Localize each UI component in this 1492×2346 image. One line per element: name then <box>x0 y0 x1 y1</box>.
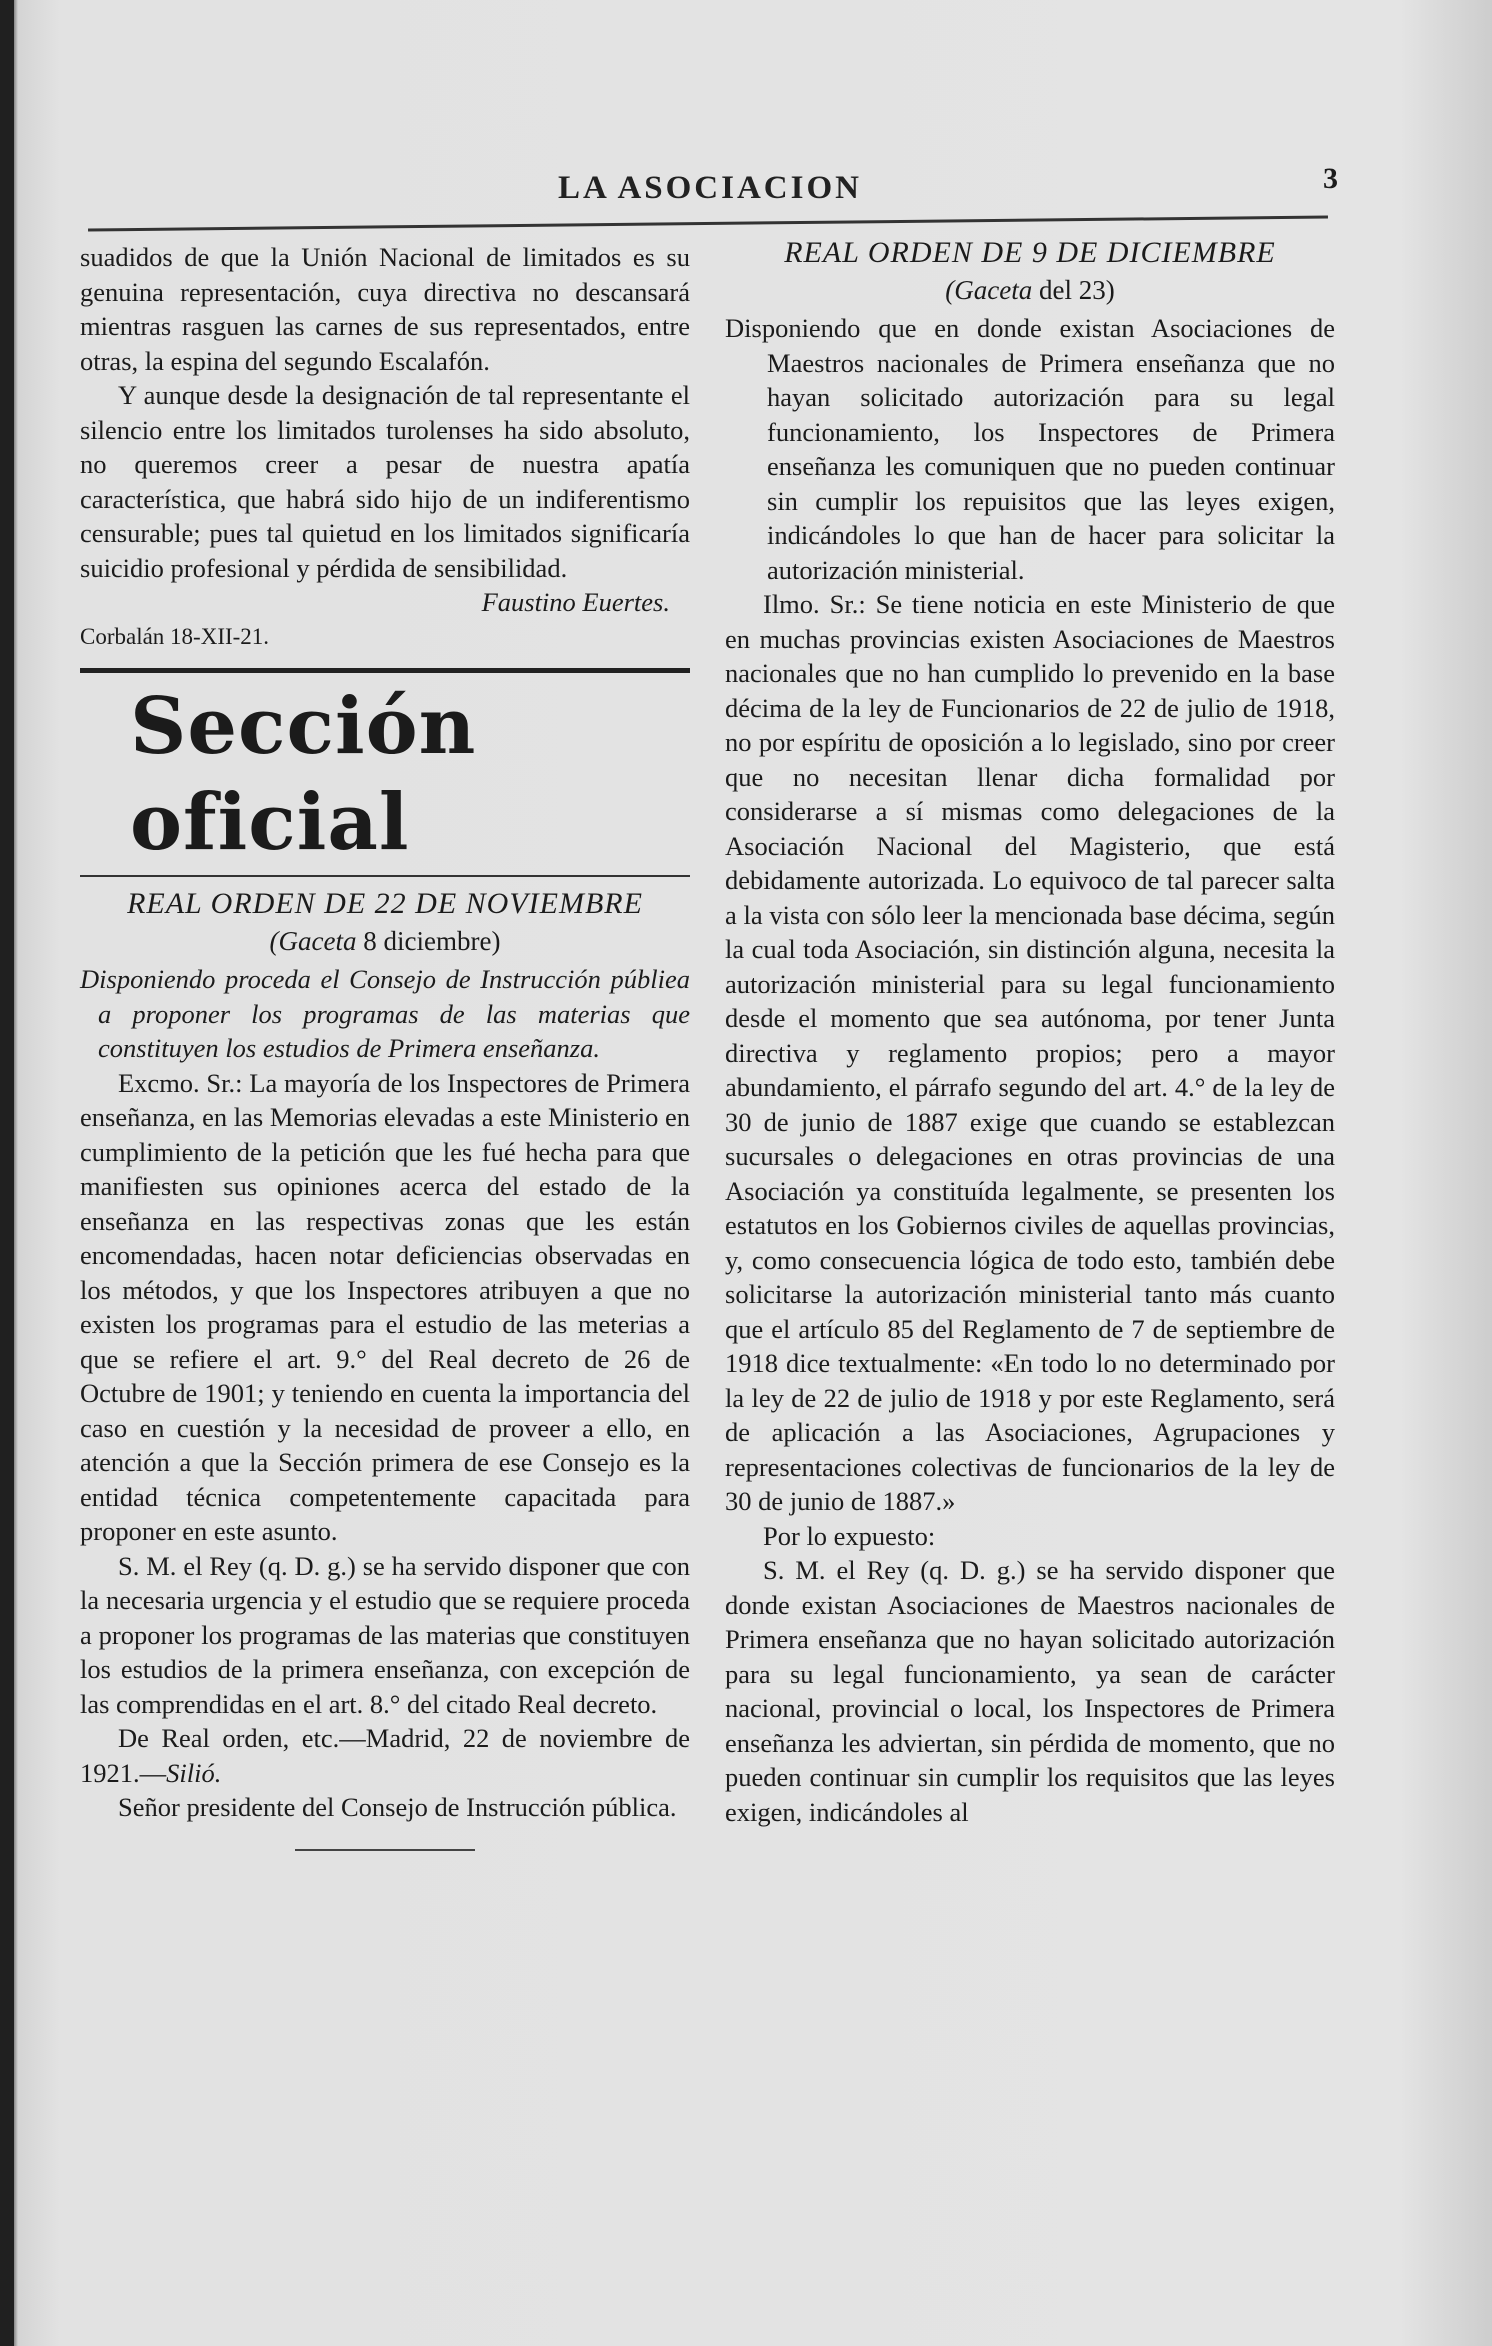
gaceta-label: (Gaceta <box>945 274 1033 305</box>
order-title: REAL ORDEN DE 22 DE NOVIEMBRE <box>127 887 643 920</box>
right-column <box>725 230 1335 1829</box>
order-summary: Disponiendo que en donde existan Asociaciones de Maestros nacionales de Primera enseñanza que no hayan solicitado autorización para su legal funcionamiento, los Inspectores de Primera enseñanza les comuniquen que no pueden continuar sin cumplir los repuisitos que las leyes exigen, indicándoles lo que han de hacer para solicitar la autorización ministerial. <box>725 313 1335 585</box>
closing-text: De Real orden, etc.—Madrid, 22 de noviembre de 1921.— <box>80 1723 690 1788</box>
gaceta-date: 8 diciembre) <box>363 925 501 956</box>
intro-paragraph: Y aunque desde la designación de tal representante el silencio entre los limitados turolenses ha sido absoluto, no queremos creer a pesar de nuestra apatía característica, que habrá sido hijo de un indiferentismo censurable; pues tal quietud en los limitados significaría suicidio profesional y pérdida de sensibilidad. <box>80 380 690 583</box>
closing-signature: Silió. <box>166 1757 222 1788</box>
section-rule-top <box>80 668 690 673</box>
order-body-paragraph: Ilmo. Sr.: Se tiene noticia en este Ministerio de que en muchas provincias existen Asociaciones de Maestros nacionales que no han cumplido lo prevenido en la base décima de la ley de Funcionarios de 22 de julio de 1918, no por espíritu de oposición a lo legislado, sino por creer que no necesitan llenar dicha formalidad por considerarse a sí mismas como delegaciones de la Asociación Nacional del Magisterio, que está debidamente autorizada. Lo equivoco de tal parecer salta a la vista con sólo leer la mencionada base décima, según la cual toda Asociación, sin distinción alguna, necesita la autorización ministerial para su legal funcionamiento desde el momento que sea autónoma, por tener Junta directiva y reglamento propios; pero a mayor abundamiento, el párrafo segundo del art. 4.° de la ley de 30 de junio de 1887 exige que cuando se establezcan sucursales o delegaciones en otras provincias de una Asociación ya constituída legalmente, se presenten los estatutos en los Gobiernos civiles de aquellas provincias, y, como consecuencia lógica de todo esto, también debe solicitarse la autorización ministerial tanto más cuanto que el artículo 85 del Reglamento de 7 de septiembre de 1918 dice textualmente: «En todo lo no determinado por la ley de 22 de julio de 1918 y por este Reglamento, será de aplicación a las Asociaciones, Agrupaciones y representaciones colectivas de funcionarios de la ley de 30 de junio de 1887.» <box>725 589 1335 1516</box>
order-body-paragraph: Excmo. Sr.: La mayoría de los Inspectores de Primera enseñanza, en las Memorias elevadas a este Ministerio en cumplimiento de la petición que les fué hecha para que manifiesten sus opiniones acerca del estado de la enseñanza en las respectivas zonas que les están encomendadas, hacen notar deficiencias observadas en los métodos, y que los Inspectores atribuyen a que no existen los programas para el estudio de las meterias a que se refiere el art. 9.° del Real decreto de 26 de Octubre de 1901; y teniendo en cuenta la importancia del caso en cuestión y la necesidad de proveer a ello, en atención a que la Sección primera de ese Consejo es la entidad técnica competentemente capacitada para proponer en este asunto. <box>80 1067 691 1546</box>
gaceta-date: del 23) <box>1038 274 1115 305</box>
article-signature: Faustino Euertes. <box>481 587 670 617</box>
order-recipient: Señor presidente del Consejo de Instrucción pública. <box>118 1792 677 1822</box>
gaceta-reference <box>725 273 1335 308</box>
newspaper-title: LA ASOCIACION <box>558 170 862 206</box>
page-binding <box>0 0 14 2346</box>
order-body-paragraph: S. M. el Rey (q. D. g.) se ha servido disponer que con la necesaria urgencia y el estudio que se requiere proceda a proponer los programas de las materias que constituyen los estudios de la primera enseñanza, con excepción de las comprendidas en el art. 8.° del citado Real decreto. <box>80 1550 690 1719</box>
order-title: REAL ORDEN DE 9 DE DICIEMBRE <box>784 236 1276 269</box>
page-edge-shadow <box>1400 0 1492 2346</box>
order-closing <box>80 1721 690 1790</box>
gaceta-label: (Gaceta <box>269 925 357 956</box>
intro-paragraph: suadidos de que la Unión Nacional de limitados es su genuina representación, cuya directiva no descansará mientras rasguen las carnes de sus representados, entre otras, la espina del segundo Escalafón. <box>80 242 690 376</box>
page-number: 3 <box>1323 162 1338 195</box>
left-column <box>80 240 690 1851</box>
section-rule-bottom <box>80 875 690 877</box>
section-title: Sección oficial <box>130 681 477 868</box>
page-header <box>88 162 1338 222</box>
order-body-paragraph: S. M. el Rey (q. D. g.) se ha servido disponer que donde existan Asociaciones de Maestros nacionales de Primera enseñanza que no hayan solicitado autorización para su legal funcionamiento, ya sean de carácter nacional, provincial o local, los Inspectores de Primera enseñanza les adviertan, sin pérdida de momento, que no pueden continuar sin cumplir los requisitos que las leyes exigen, indicándoles al <box>725 1555 1335 1827</box>
order-summary: Disponiendo proceda el Consejo de Instrucción públiea a proponer los programas de las materias que constituyen los estudios de Primera enseñanza. <box>80 964 690 1063</box>
order-body-paragraph: Por lo expuesto: <box>763 1520 936 1551</box>
closing-rule <box>295 1849 475 1851</box>
place-date: Corbalán 18-XII-21. <box>80 623 270 649</box>
gaceta-reference <box>80 924 690 959</box>
